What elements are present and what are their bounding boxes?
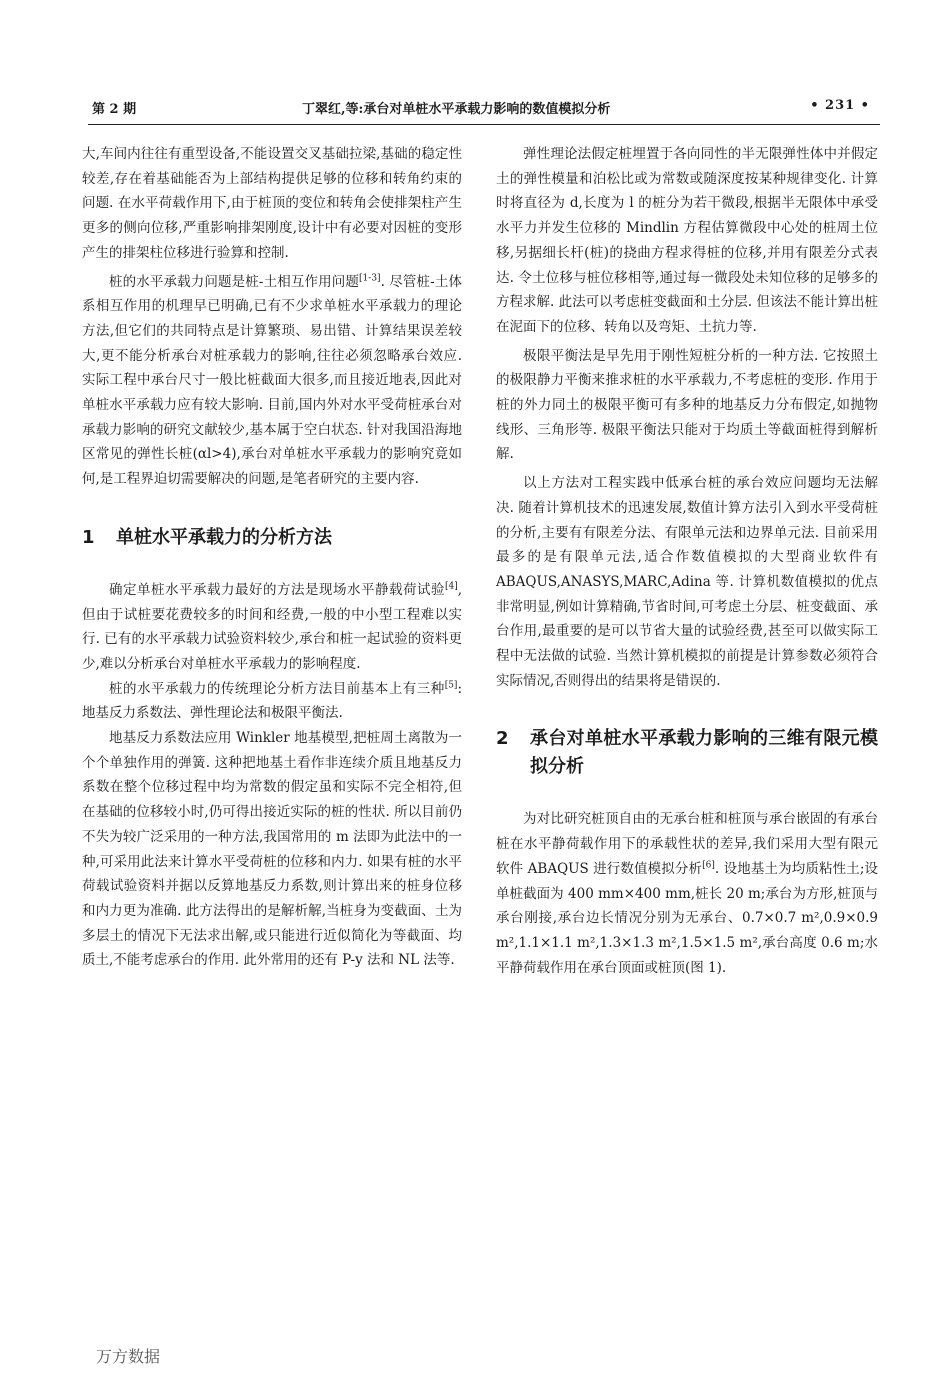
section-number: 2 [496,728,509,750]
citation-ref: [5] [444,680,458,691]
page-number: • 231 • [810,98,870,113]
issue-number: 第 2 期 [92,102,137,117]
citation-ref: [4] [444,581,458,592]
section-heading-2 [496,725,878,781]
text-segment: 桩的水平承载力的传统理论分析方法目前基本上有三种 [109,680,445,697]
right-column [496,142,878,980]
text-segment: 为对比研究桩顶自由的无承台桩和桩顶与承台嵌固的有承台桩在水平静荷载作用下的承载性状的差异,我们采用大型有限元软件 ABAQUS 进行数值模拟分析 [496,811,878,877]
text-segment: 确定单桩水平承载力最好的方法是现场水平静载荷试验 [109,581,445,598]
paragraph-limit-equilibrium: 极限平衡法是早先用于刚性短桩分析的一种方法. 它按照土的极限静力平衡来推求桩的水平承载力,不考虑桩的变形. 作用于桩的外力同土的极限平衡可有多种的地基反力分布假定,如抛物线形、三角形等. 极限平衡法只能对于均质土等截面桩得到解析解. [496,347,878,463]
text-segment: . 尽管桩-土体系相互作用的机理早已明确,已有不少求单桩水平承载力的理论方法,但它们的共同特点是计算繁琐、易出错、计算结果误差较大,更不能分析承台对桩承载力的影响,往往必须忽略承台效应. 实际工程中承台尺寸一般比桩截面大很多,而且接近地表,因此对单桩水平承载力应有较大影响. 目前,国内外对水平受荷桩承台对承载力影响的研究文献较少,基本属于空白状态. 针对我国沿海地区常见的弹性长桩(αl>4),承台对单桩水平承载力的影响究竟如何,是工程界迫切需要解决的问题,是笔者研究的主要内容. [82,273,462,488]
paragraph-traditional-methods [82,677,462,726]
paragraph-fem-setup [496,807,878,980]
text-segment: 桩的水平承载力问题是桩-土相互作用问题 [109,273,360,290]
citation-ref: [1-3] [359,273,381,284]
left-column [82,142,462,973]
running-title: 丁翠红,等:承台对单桩水平承载力影响的数值模拟分析 [302,102,611,117]
section-title: 单桩水平承载力的分析方法 [116,526,332,548]
text-segment: . 设地基土为均质粘性土;设单桩截面为 400 mm×400 mm,桩长 20 m;承台为方形,桩顶与承台刚接,承台边长情况分别为无承台、0.7×0.7 m²,0.9×0.9 m²,1.1×1.1 m²,1.3×1.3 m²,1.5×1.5 m²,承台高度 0.6 m;水平静荷载作用在承台顶面或桩顶(图 1). [496,860,878,976]
running-header [92,96,872,120]
text-segment: :地基反力系数法、弹性理论法和极限平衡法. [82,680,462,722]
section-title: 承台对单桩水平承载力影响的三维有限元模拟分析 [530,728,878,778]
text-segment: ,但由于试桩要花费较多的时间和经费,一般的中小型工程难以实行. 已有的水平承载力试验资料较少,承台和桩一起试验的资料更少,难以分析承台对单桩水平承载力的影响程度. [82,581,462,672]
section-heading-1 [82,524,462,552]
watermark: 万方数据 [96,1347,161,1366]
section-number: 1 [82,526,95,548]
paragraph-elastic-theory: 弹性理论法假定桩埋置于各向同性的半无限弹性体中并假定土的弹性模量和泊松比或为常数或随深度按某种规律变化. 计算时将直径为 d,长度为 l 的桩分为若干微段,根据半无限体中承受水平力并发生位移的 Mindlin 方程估算微段中心处的桩周土位移,另据细长杆(桩)的挠曲方程求得桩的位移,并用有限差分式表达. 令土位移与桩位移相等,通过每一微段处未知位移的足够多的方程求解. 此法可以考虑桩变截面和土分层. 但该法不能计算出桩在泥面下的位移、转角以及弯矩、土抗力等. [496,146,878,335]
paragraph-numerical-methods: 以上方法对工程实践中低承台桩的承台效应问题均无法解决. 随着计算机技术的迅速发展,数值计算方法引入到水平受荷桩的分析,主要有有限差分法、有限单元法和边界单元法. 目前采用最多的是有限单元法,适合作数值模拟的大型商业软件有 ABAQUS,ANASYS,MARC,Adina 等. 计算机数值模拟的优点非常明显,例如计算精确,节省时间,可考虑土分层、桩变截面、承台作用,最重要的是可以节省大量的试验经费,甚至可以做实际工程中无法做的试验. 当然计算机模拟的前提是计算参数必须符合实际情况,否则得出的结果将是错误的. [496,475,878,689]
paragraph-pile-soil-interaction [82,270,462,492]
paragraph-continued: 大,车间内往往有重型设备,不能设置交叉基础拉梁,基础的稳定性较差,存在着基础能否为上部结构提供足够的位移和转角约束的问题. 在水平荷载作用下,由于桩顶的变位和转角会使排架柱产生更多的侧向位移,严重影响排架刚度,设计中有必要对因桩的变形产生的排架柱位移进行验算和控制. [82,146,462,261]
header-rule [88,124,880,125]
paragraph-winkler: 地基反力系数法应用 Winkler 地基模型,把桩周土离散为一个个单独作用的弹簧. 这种把地基土看作非连续介质且地基反力系数在整个位移过程中均为常数的假定虽和实际不完全相符,但在基础的位移较小时,仍可得出接近实际的桩的性状. 所以目前仍不失为较广泛采用的一种方法,我国常用的 m 法即为此法中的一种,可采用此法来计算水平受荷桩的位移和内力. 如果有桩的水平荷载试验资料并据以反算地基反力系数,则计算出来的桩身位移和内力更为准确. 此方法得出的是解析解,当桩身为变截面、土为多层土的情况下无法求出解,或只能进行近似简化为等截面、均质土,不能考虑承台的作用. 此外常用的还有 P-y 法和 NL 法等. [82,730,462,969]
citation-ref: [6] [702,860,715,871]
paragraph-field-test [82,578,462,677]
